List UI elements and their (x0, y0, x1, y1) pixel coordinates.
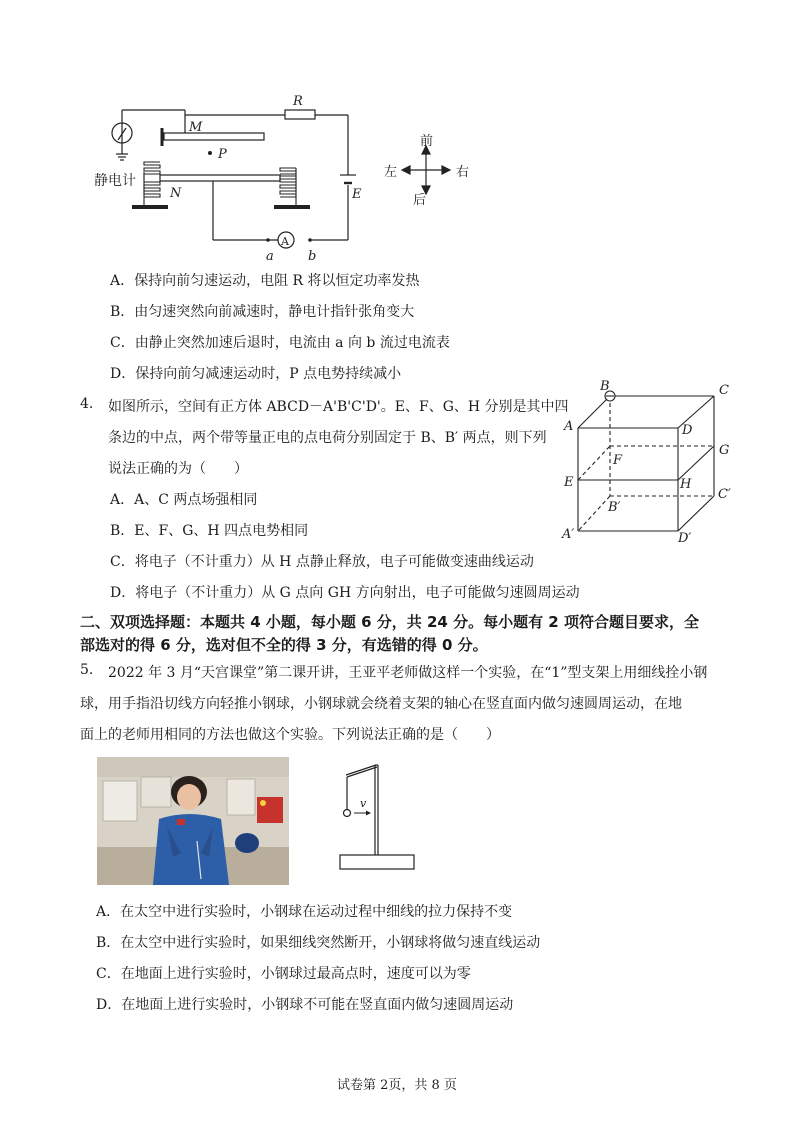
apparatus-diagram (335, 755, 420, 875)
cube-label-A: A (564, 419, 574, 434)
dir-back: 后 (413, 193, 427, 208)
q3-option-a: A．保持向前匀速运动，电阻 R 将以恒定功率发热 (110, 273, 420, 289)
dir-right: 右 (456, 165, 470, 180)
cube-figure (556, 376, 746, 548)
q4-option-a: A．A、C 两点场强相同 (110, 492, 258, 508)
page-footer: 试卷第 2页，共 8 页 (337, 1078, 457, 1093)
terminal-b (308, 238, 312, 242)
q4-number: 4. (80, 396, 94, 412)
q4-option-c: C．将电子（不计重力）从 H 点静止释放，电子可能做变速曲线运动 (110, 554, 534, 570)
cube-label-E: E (564, 475, 574, 490)
q5-option-d: D．在地面上进行实验时，小钢球不可能在竖直面内做匀速圆周运动 (96, 997, 514, 1013)
cube-label-F: F (613, 453, 623, 468)
left-base (132, 205, 168, 209)
plate-N (160, 175, 280, 181)
cube-label-C-prime: C′ (718, 487, 731, 502)
plate-M (164, 133, 264, 140)
point-P (208, 151, 212, 155)
steel-ball (344, 810, 351, 817)
right-base (274, 205, 310, 209)
label-E: E (352, 187, 362, 202)
section2-header-line2: 部选对的得 6 分，选对但不全的得 3 分，有选错的得 0 分。 (80, 636, 488, 654)
circuit-figure (90, 90, 490, 270)
cube-label-B: B (600, 379, 610, 394)
q4-stem-line1: 如图所示，空间有正方体 ABCD－A'B'C'D'。E、F、G、H 分别是其中四 (108, 399, 569, 415)
q4-stem-line3: 说法正确的为（ ） (108, 461, 248, 477)
label-N: N (170, 186, 182, 201)
electrometer-label: 静电计 (94, 173, 136, 189)
label-v: v (360, 797, 367, 810)
q5-option-c: C．在地面上进行实验时，小钢球过最高点时，速度可以为零 (96, 966, 471, 982)
dir-front: 前 (420, 134, 434, 149)
cube-label-G: G (719, 443, 730, 458)
q3-option-d: D．保持向前匀减速运动时，P 点电势持续减小 (110, 366, 402, 382)
cube-label-A-prime: A′ (562, 527, 575, 542)
q4-option-b: B．E、F、G、H 四点电势相同 (110, 523, 309, 539)
label-a: a (266, 249, 274, 264)
cube-label-D-prime: D′ (678, 531, 692, 546)
label-ammeter: A (281, 235, 289, 248)
cube-label-B-prime: B′ (608, 500, 621, 515)
label-P: P (218, 147, 227, 162)
section2-header-line1: 二、双项选择题：本题共 4 小题，每小题 6 分，共 24 分。每小题有 2 项符合题目要求，全 (80, 613, 699, 631)
astronaut-photo (97, 757, 289, 885)
q4-option-d: D．将电子（不计重力）从 G 点向 GH 方向射出，电子可能做匀速圆周运动 (110, 585, 580, 601)
q3-option-b: B．由匀速突然向前减速时，静电计指针张角变大 (110, 304, 415, 320)
q5-option-b: B．在太空中进行实验时，如果细线突然断开，小钢球将做匀速直线运动 (96, 935, 541, 951)
cube-label-C: C (719, 383, 729, 398)
label-b: b (308, 249, 317, 264)
direction-compass-icon (402, 146, 450, 194)
label-M: M (189, 120, 203, 135)
q5-option-a: A．在太空中进行实验时，小钢球在运动过程中细线的拉力保持不变 (96, 904, 513, 920)
left-spring-icon (144, 162, 160, 205)
q5-stem-line2: 球，用手指沿切线方向轻推小钢球，小钢球就会绕着支架的轴心在竖直面内做匀速圆周运动，在地 (80, 696, 682, 712)
q5-stem-line1: 2022 年 3 月“天宫课堂”第二课开讲，王亚平老师做这样一个实验，在“1”型支架上用细线拴小钢 (108, 665, 708, 681)
q5-stem-line3: 面上的老师用相同的方法也做这个实验。下列说法正确的是（ ） (80, 727, 500, 743)
cube-label-H: H (680, 477, 692, 492)
terminal-a (266, 238, 270, 242)
resistor-R (285, 110, 315, 119)
right-spring-icon (280, 168, 296, 205)
q4-stem-line2: 条边的中点，两个带等量正电的点电荷分别固定于 B、B′ 两点，则下列 (108, 430, 547, 446)
cube-label-D: D (682, 423, 693, 438)
label-R: R (293, 94, 303, 109)
dir-left: 左 (384, 165, 398, 180)
q5-number: 5. (80, 662, 94, 678)
q3-option-c: C．由静止突然加速后退时，电流由 a 向 b 流过电流表 (110, 335, 450, 351)
electrometer-icon (112, 110, 132, 160)
